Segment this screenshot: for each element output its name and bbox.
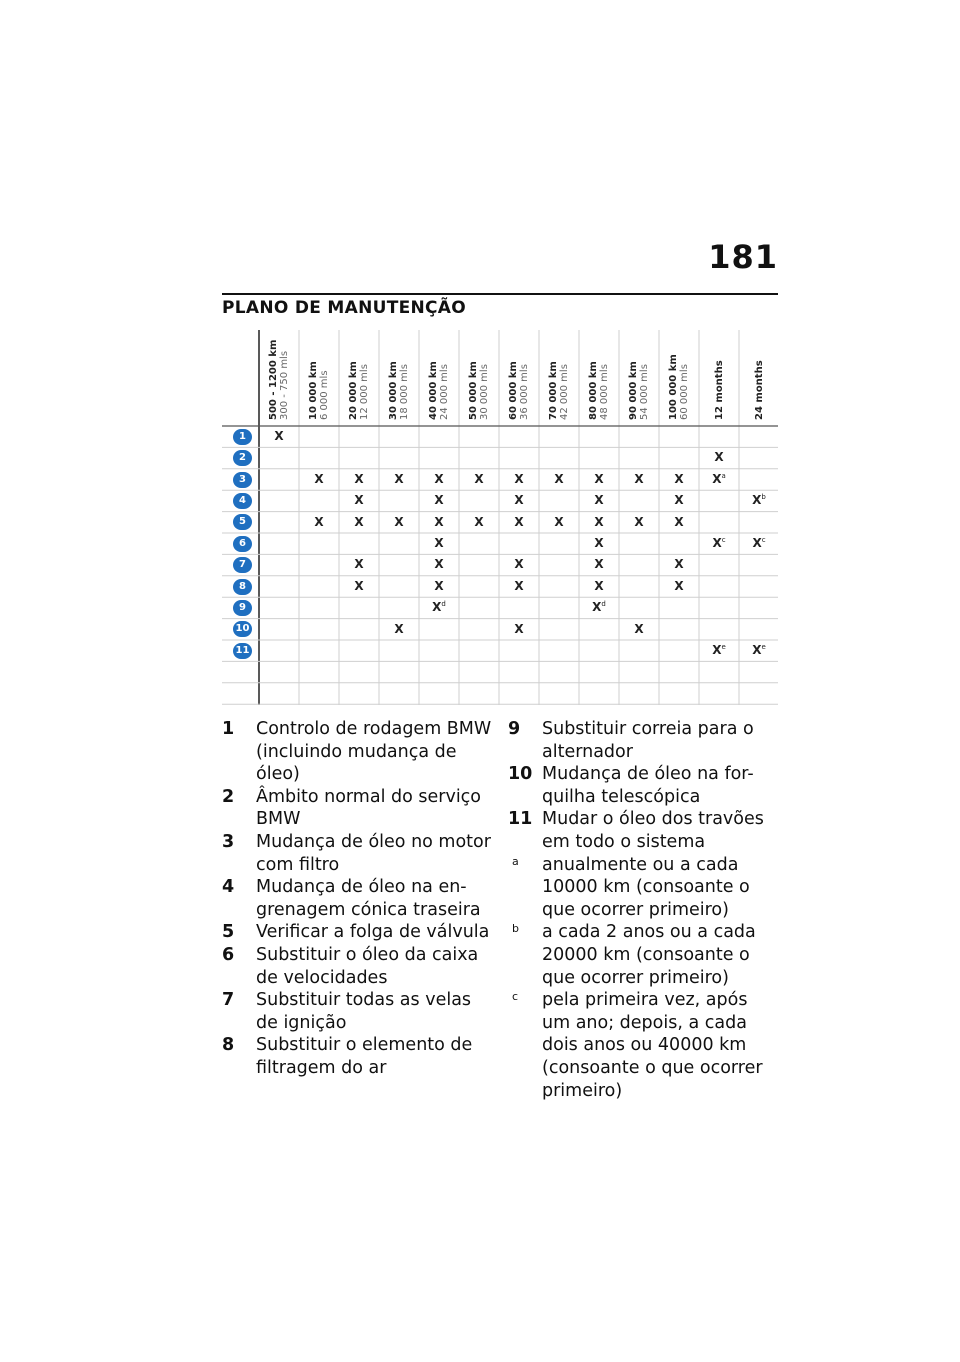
mark-symbol: X <box>514 557 524 572</box>
maintenance-mark <box>259 429 299 443</box>
row-number-badge: 7 <box>233 557 252 573</box>
column-mls: 54 000 mls <box>639 364 650 420</box>
column-header <box>459 330 499 422</box>
mark-symbol: X <box>314 471 324 486</box>
column-header <box>259 330 299 422</box>
maintenance-mark <box>339 557 379 571</box>
mark-symbol: X <box>394 471 404 486</box>
mark-symbol: X <box>714 450 724 465</box>
legend-item-number: 1 <box>222 719 235 739</box>
mark-symbol: X <box>712 471 722 486</box>
column-km: 20 000 km <box>348 361 359 420</box>
maintenance-mark <box>459 515 499 529</box>
column-header <box>299 330 339 422</box>
legend-item-text: Controlo de rodagem BMW (incluindo mudança de óleo) <box>256 719 492 785</box>
mark-symbol: X <box>474 514 484 529</box>
legend-item-text: Substituir todas as velas de ignição <box>256 990 472 1033</box>
mark-symbol: X <box>752 536 762 550</box>
maintenance-mark <box>659 493 699 507</box>
maintenance-mark <box>499 493 539 507</box>
column-mls: 48 000 mls <box>599 364 610 420</box>
column-mls: 12 000 mls <box>359 364 370 420</box>
legend-item-number: 11 <box>508 809 533 830</box>
mark-symbol: X <box>514 493 524 508</box>
maintenance-mark <box>339 493 379 507</box>
mark-symbol: X <box>594 557 604 572</box>
mark-symbol: X <box>514 621 524 636</box>
maintenance-mark <box>419 515 459 529</box>
maintenance-mark <box>739 536 779 550</box>
column-km: 90 000 km <box>628 361 639 420</box>
maintenance-mark <box>499 515 539 529</box>
mark-symbol: X <box>514 471 524 486</box>
legend-item <box>508 763 778 808</box>
maintenance-mark <box>579 472 619 486</box>
mark-symbol: X <box>554 514 564 529</box>
mark-symbol: X <box>354 557 364 572</box>
mark-symbol: X <box>474 471 484 486</box>
maintenance-mark <box>339 515 379 529</box>
maintenance-mark <box>739 493 779 507</box>
maintenance-mark <box>699 643 739 657</box>
legend-item-number: a <box>512 854 519 868</box>
mark-symbol: X <box>394 621 404 636</box>
legend-item-number: 6 <box>222 944 235 965</box>
maintenance-mark <box>499 622 539 636</box>
row-number-badge: 4 <box>233 493 252 509</box>
mark-symbol: X <box>592 600 602 615</box>
mark-symbol: X <box>434 493 444 508</box>
maintenance-mark <box>459 472 499 486</box>
row-number-badge: 5 <box>233 514 252 530</box>
column-mls: 24 000 mls <box>439 364 450 420</box>
maintenance-mark <box>579 536 619 550</box>
legend-item <box>222 876 492 921</box>
legend-item-text: pela primeira vez, após um ano; depois, a cada dois anos ou 40000 km (consoante o que ocorrer primeiro) <box>542 990 763 1101</box>
legend-item-text: anualmente ou a cada 10000 km (consoante o que ocorrer primeiro) <box>542 854 750 920</box>
column-km: 100 000 km <box>668 354 679 420</box>
column-km: 80 000 km <box>588 361 599 420</box>
mark-footnote: c <box>721 536 726 544</box>
legend-item-number: b <box>512 922 519 936</box>
maintenance-mark <box>579 557 619 571</box>
legend-item <box>222 1034 492 1079</box>
mark-symbol: X <box>674 578 684 593</box>
legend-item <box>222 921 492 944</box>
maintenance-mark <box>539 472 579 486</box>
mark-footnote: a <box>721 471 726 480</box>
column-mls: 6 000 mls <box>319 370 330 420</box>
column-header <box>499 330 539 422</box>
legend-item-number: c <box>512 990 519 1004</box>
maintenance-mark <box>379 622 419 636</box>
mark-symbol: X <box>274 429 284 443</box>
column-km: 12 months <box>714 360 725 420</box>
column-header <box>699 330 739 422</box>
maintenance-mark <box>739 643 779 657</box>
legend-item-number: 10 <box>508 764 533 785</box>
legend-item-text: Substituir correia para o alternador <box>542 719 754 762</box>
mark-symbol: X <box>634 514 644 529</box>
legend-item-text: Âmbito normal do serviço BMW <box>256 786 482 830</box>
mark-symbol: X <box>314 514 324 529</box>
page-number: 181 <box>708 238 778 276</box>
mark-symbol: X <box>432 600 442 615</box>
mark-symbol: X <box>354 471 364 486</box>
maintenance-mark <box>339 579 379 593</box>
mark-symbol: X <box>674 471 684 486</box>
mark-symbol: X <box>674 514 684 529</box>
maintenance-table <box>222 330 778 705</box>
column-header <box>339 330 379 422</box>
mark-symbol: X <box>634 621 644 636</box>
mark-footnote: d <box>441 600 446 609</box>
legend-item-text: Mudança de óleo na for-quilha telescópica <box>542 764 754 807</box>
maintenance-mark <box>299 515 339 529</box>
mark-footnote: b <box>761 493 766 502</box>
legend-item-text: Substituir o elemento de filtragem do ar <box>256 1035 473 1078</box>
column-km: 40 000 km <box>428 361 439 420</box>
legend-left <box>222 718 492 1080</box>
column-km: 10 000 km <box>308 361 319 420</box>
mark-symbol: X <box>394 514 404 529</box>
maintenance-mark <box>659 557 699 571</box>
legend-item-text: Mudança de óleo na en-grenagem cónica traseira <box>256 877 481 920</box>
legend-item <box>508 718 778 763</box>
legend-item-number: 8 <box>222 1035 235 1056</box>
maintenance-mark <box>699 450 739 464</box>
legend-item-number: 9 <box>508 719 521 739</box>
legend-item-text: Mudar o óleo dos travões em todo o sistema <box>542 809 764 852</box>
column-km: 30 000 km <box>388 361 399 420</box>
legend-item-text: Substituir o óleo da caixa de velocidades <box>256 944 479 988</box>
maintenance-mark <box>419 600 459 614</box>
legend-item <box>222 831 492 876</box>
column-header <box>619 330 659 422</box>
maintenance-mark <box>299 472 339 486</box>
maintenance-mark <box>419 493 459 507</box>
mark-symbol: X <box>354 514 364 529</box>
maintenance-mark <box>499 557 539 571</box>
legend-item <box>508 808 778 853</box>
maintenance-mark <box>619 472 659 486</box>
legend-item <box>222 718 492 786</box>
header-rule <box>222 293 778 295</box>
maintenance-mark <box>419 536 459 550</box>
legend-item-number: 3 <box>222 831 235 852</box>
mark-symbol: X <box>594 578 604 593</box>
column-mls: 18 000 mls <box>399 364 410 420</box>
mark-symbol: X <box>634 471 644 486</box>
column-km: 70 000 km <box>548 361 559 420</box>
legend-item-number: 5 <box>222 922 235 943</box>
maintenance-mark <box>699 536 739 550</box>
maintenance-mark <box>619 622 659 636</box>
column-mls: 300 - 750 mls <box>279 350 290 420</box>
mark-symbol: X <box>514 578 524 593</box>
maintenance-mark <box>659 472 699 486</box>
mark-symbol: X <box>594 471 604 486</box>
legend-item-text: a cada 2 anos ou a cada 20000 km (consoante o que ocorrer primeiro) <box>542 922 756 988</box>
mark-symbol: X <box>674 557 684 572</box>
mark-symbol: X <box>354 578 364 593</box>
mark-footnote: c <box>761 536 766 544</box>
row-number-badge: 8 <box>233 579 252 595</box>
mark-footnote: e <box>761 643 766 651</box>
maintenance-mark <box>619 515 659 529</box>
maintenance-mark <box>419 579 459 593</box>
mark-symbol: X <box>434 536 444 550</box>
mark-symbol: X <box>752 493 762 508</box>
mark-symbol: X <box>514 514 524 529</box>
column-km: 60 000 km <box>508 361 519 420</box>
column-header <box>419 330 459 422</box>
column-header <box>379 330 419 422</box>
maintenance-mark <box>379 515 419 529</box>
mark-symbol: X <box>594 493 604 508</box>
section-title: PLANO DE MANUTENÇÃO <box>222 298 467 318</box>
mark-footnote: d <box>601 600 606 609</box>
mark-symbol: X <box>752 643 762 657</box>
legend-item-number: 7 <box>222 990 235 1011</box>
row-number-badge: 1 <box>233 429 252 445</box>
legend-item <box>508 854 778 922</box>
maintenance-mark <box>419 472 459 486</box>
column-km: 24 months <box>754 360 765 420</box>
legend-item-number: 2 <box>222 786 235 807</box>
row-number-badge: 3 <box>233 472 252 488</box>
column-mls: 36 000 mls <box>519 364 530 420</box>
mark-symbol: X <box>712 643 722 657</box>
mark-symbol: X <box>434 557 444 572</box>
mark-symbol: X <box>554 471 564 486</box>
legend-item <box>222 944 492 989</box>
legend-item <box>222 989 492 1034</box>
column-km: 50 000 km <box>468 361 479 420</box>
column-mls: 60 000 mls <box>679 364 690 420</box>
mark-symbol: X <box>712 536 722 550</box>
maintenance-mark <box>579 600 619 614</box>
maintenance-mark <box>419 557 459 571</box>
maintenance-mark <box>499 579 539 593</box>
column-header <box>579 330 619 422</box>
legend-item <box>508 989 778 1102</box>
mark-symbol: X <box>594 536 604 550</box>
mark-symbol: X <box>354 493 364 508</box>
maintenance-mark <box>659 515 699 529</box>
legend-item-text: Verificar a folga de válvula <box>256 922 490 943</box>
column-header <box>539 330 579 422</box>
maintenance-mark <box>659 579 699 593</box>
maintenance-mark <box>579 493 619 507</box>
maintenance-mark <box>339 472 379 486</box>
row-number-badge: 9 <box>233 600 252 616</box>
row-number-badge: 2 <box>233 450 252 466</box>
column-header <box>739 330 779 422</box>
maintenance-mark <box>579 579 619 593</box>
legend-right <box>508 718 778 1102</box>
maintenance-mark <box>579 515 619 529</box>
column-header <box>659 330 699 422</box>
mark-symbol: X <box>434 471 444 486</box>
column-km: 500 - 1200 km <box>268 339 279 420</box>
mark-footnote: e <box>721 643 726 651</box>
maintenance-mark <box>499 472 539 486</box>
maintenance-mark <box>539 515 579 529</box>
maintenance-mark <box>699 472 739 486</box>
column-mls: 42 000 mls <box>559 364 570 420</box>
mark-symbol: X <box>674 493 684 508</box>
mark-symbol: X <box>594 514 604 529</box>
legend-item <box>222 786 492 831</box>
mark-symbol: X <box>434 514 444 529</box>
legend-item <box>508 921 778 989</box>
column-mls: 30 000 mls <box>479 364 490 420</box>
row-number-badge: 11 <box>233 643 252 659</box>
row-number-badge: 10 <box>233 621 252 637</box>
legend-item-number: 4 <box>222 877 235 898</box>
legend-item-text: Mudança de óleo no motor com filtro <box>256 831 491 875</box>
maintenance-mark <box>379 472 419 486</box>
row-number-badge: 6 <box>233 536 252 552</box>
mark-symbol: X <box>434 578 444 593</box>
